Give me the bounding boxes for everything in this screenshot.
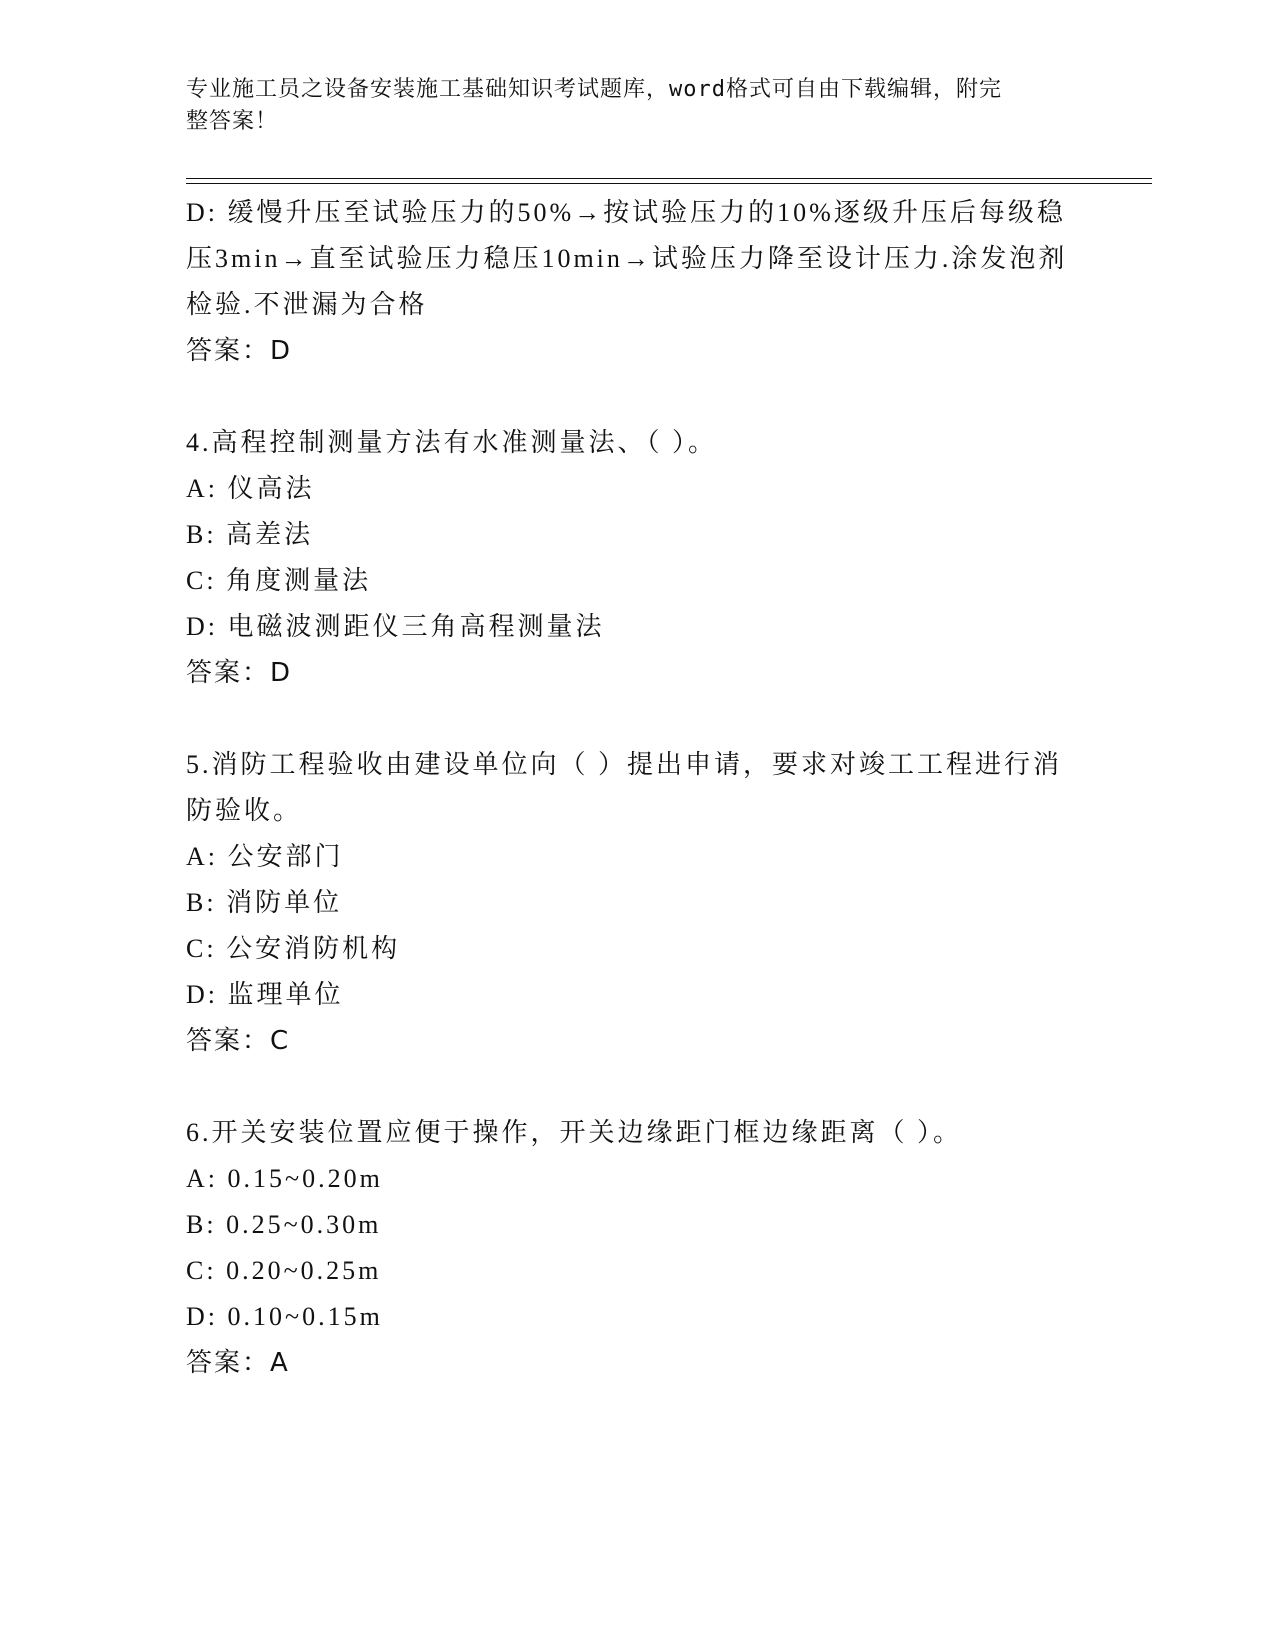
document-header <box>186 74 1066 138</box>
option-d-line-2: 压3min→直至试验压力稳压10min→试验压力降至设计压力.涂发泡剂 <box>186 244 1068 273</box>
option-b: B: 消防单位 <box>186 888 343 917</box>
spacer <box>186 696 1086 742</box>
question-6 <box>186 1110 1086 1386</box>
option-d-line-1: D: 缓慢升压至试验压力的50%→按试验压力的10%逐级升压后每级稳 <box>186 198 1066 227</box>
option-a: A: 仪高法 <box>186 474 315 503</box>
answer-line: 答案：D <box>186 658 293 688</box>
header-divider-bottom <box>186 183 1152 184</box>
option-c: C: 0.20~0.25m <box>186 1256 382 1285</box>
question-text-line-2: 防验收。 <box>186 796 303 825</box>
question-text: 6.开关安装位置应便于操作，开关边缘距门框边缘距离（ ）。 <box>186 1118 963 1147</box>
question-4 <box>186 420 1086 696</box>
option-d: D: 电磁波测距仪三角高程测量法 <box>186 612 605 641</box>
header-divider-top <box>186 178 1152 179</box>
question-text-line-1: 5.消防工程验收由建设单位向（ ）提出申请，要求对竣工工程进行消 <box>186 750 1063 779</box>
option-a: A: 0.15~0.20m <box>186 1164 383 1193</box>
question-5 <box>186 742 1086 1064</box>
option-d: D: 监理单位 <box>186 980 344 1009</box>
option-d-line-3: 检验.不泄漏为合格 <box>186 290 428 319</box>
question-text: 4.高程控制测量方法有水准测量法、（ ）。 <box>186 428 718 457</box>
option-a: A: 公安部门 <box>186 842 344 871</box>
question-list <box>186 190 1086 1386</box>
answer-line: 答案：D <box>186 336 293 366</box>
header-title-line-2: 整答案！ <box>186 109 279 134</box>
option-d: D: 0.10~0.15m <box>186 1302 383 1331</box>
spacer <box>186 374 1086 420</box>
option-b: B: 高差法 <box>186 520 314 549</box>
header-title-line-1: 专业施工员之设备安装施工基础知识考试题库，word格式可自由下载编辑，附完 <box>186 77 1002 102</box>
option-c: C: 公安消防机构 <box>186 934 401 963</box>
question-3-tail <box>186 190 1086 374</box>
answer-line: 答案：A <box>186 1348 290 1378</box>
option-c: C: 角度测量法 <box>186 566 372 595</box>
spacer <box>186 1064 1086 1110</box>
option-b: B: 0.25~0.30m <box>186 1210 382 1239</box>
answer-line: 答案：C <box>186 1026 291 1056</box>
